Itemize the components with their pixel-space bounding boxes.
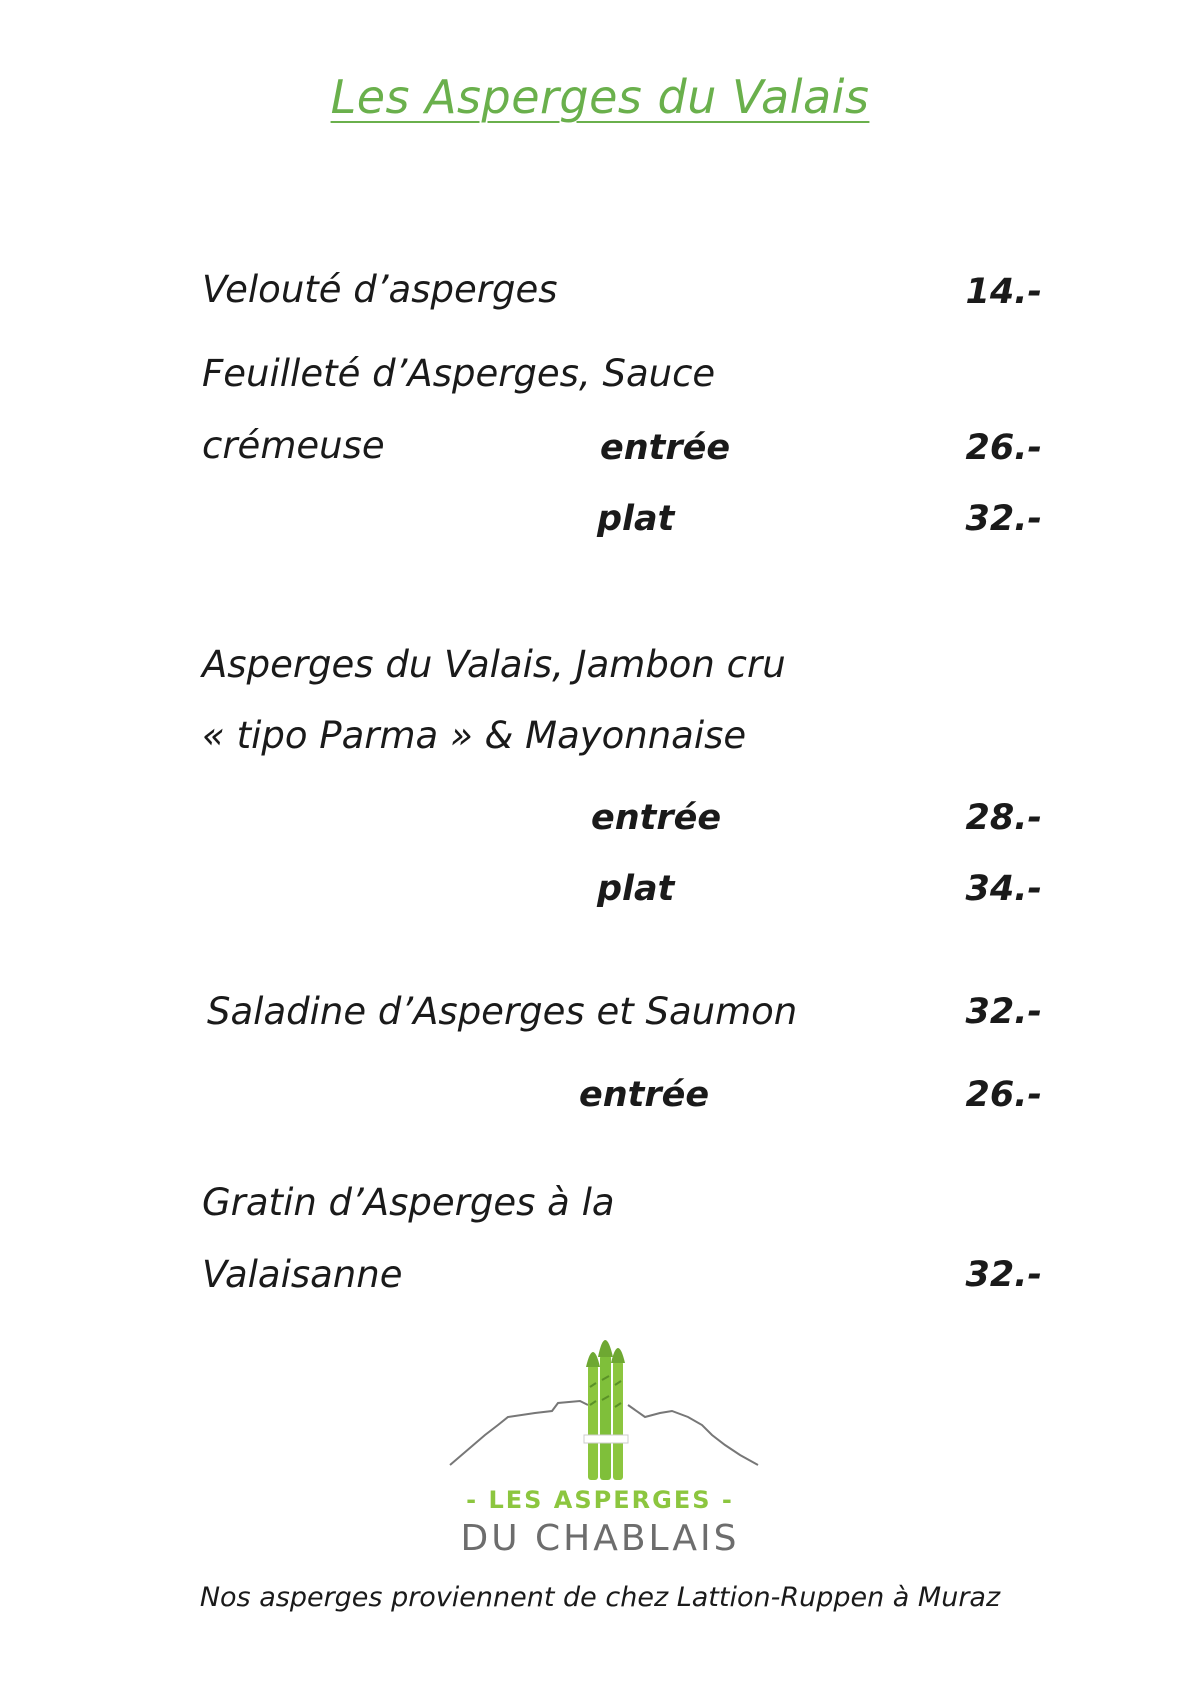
menu-item-name: Saladine d’Asperges et Saumon: [207, 990, 798, 1033]
menu-item-name: Feuilleté d’Asperges, Sauce: [202, 352, 716, 395]
portion-label-plat: plat: [597, 869, 675, 909]
menu-item-name: Velouté d’asperges: [202, 268, 558, 311]
logo-text-bottom: DU CHABLAIS: [460, 1518, 740, 1559]
menu-item-price-entree: 26.-: [965, 1075, 1042, 1115]
portion-label-plat: plat: [597, 499, 675, 539]
menu-item-name-line2: crémeuse: [202, 424, 385, 467]
menu-item-name: Gratin d’Asperges à la: [202, 1181, 615, 1224]
portion-label-entree: entrée: [600, 428, 731, 468]
menu-item-price: 14.-: [965, 272, 1042, 312]
portion-label-entree: entrée: [591, 798, 722, 838]
menu-item-name-line2: « tipo Parma » & Mayonnaise: [202, 714, 747, 757]
menu-item-price: 32.-: [965, 992, 1042, 1032]
logo-text-top: - LES ASPERGES -: [466, 1486, 734, 1514]
asparagus-mountain-icon: [440, 1325, 770, 1485]
footer-note: Nos asperges proviennent de chez Lattion-Ruppen à Muraz: [199, 1582, 1001, 1613]
menu-item-name-line2: Valaisanne: [202, 1253, 403, 1296]
menu-item-price: 32.-: [965, 1255, 1042, 1295]
menu-item-price-plat: 34.-: [965, 869, 1042, 909]
menu-item-price-plat: 32.-: [965, 499, 1042, 539]
menu-item-name: Asperges du Valais, Jambon cru: [202, 643, 786, 686]
page-title: Les Asperges du Valais: [330, 70, 870, 124]
menu-item-price-entree: 26.-: [965, 428, 1042, 468]
portion-label-entree: entrée: [579, 1075, 710, 1115]
menu-item-price-entree: 28.-: [965, 798, 1042, 838]
